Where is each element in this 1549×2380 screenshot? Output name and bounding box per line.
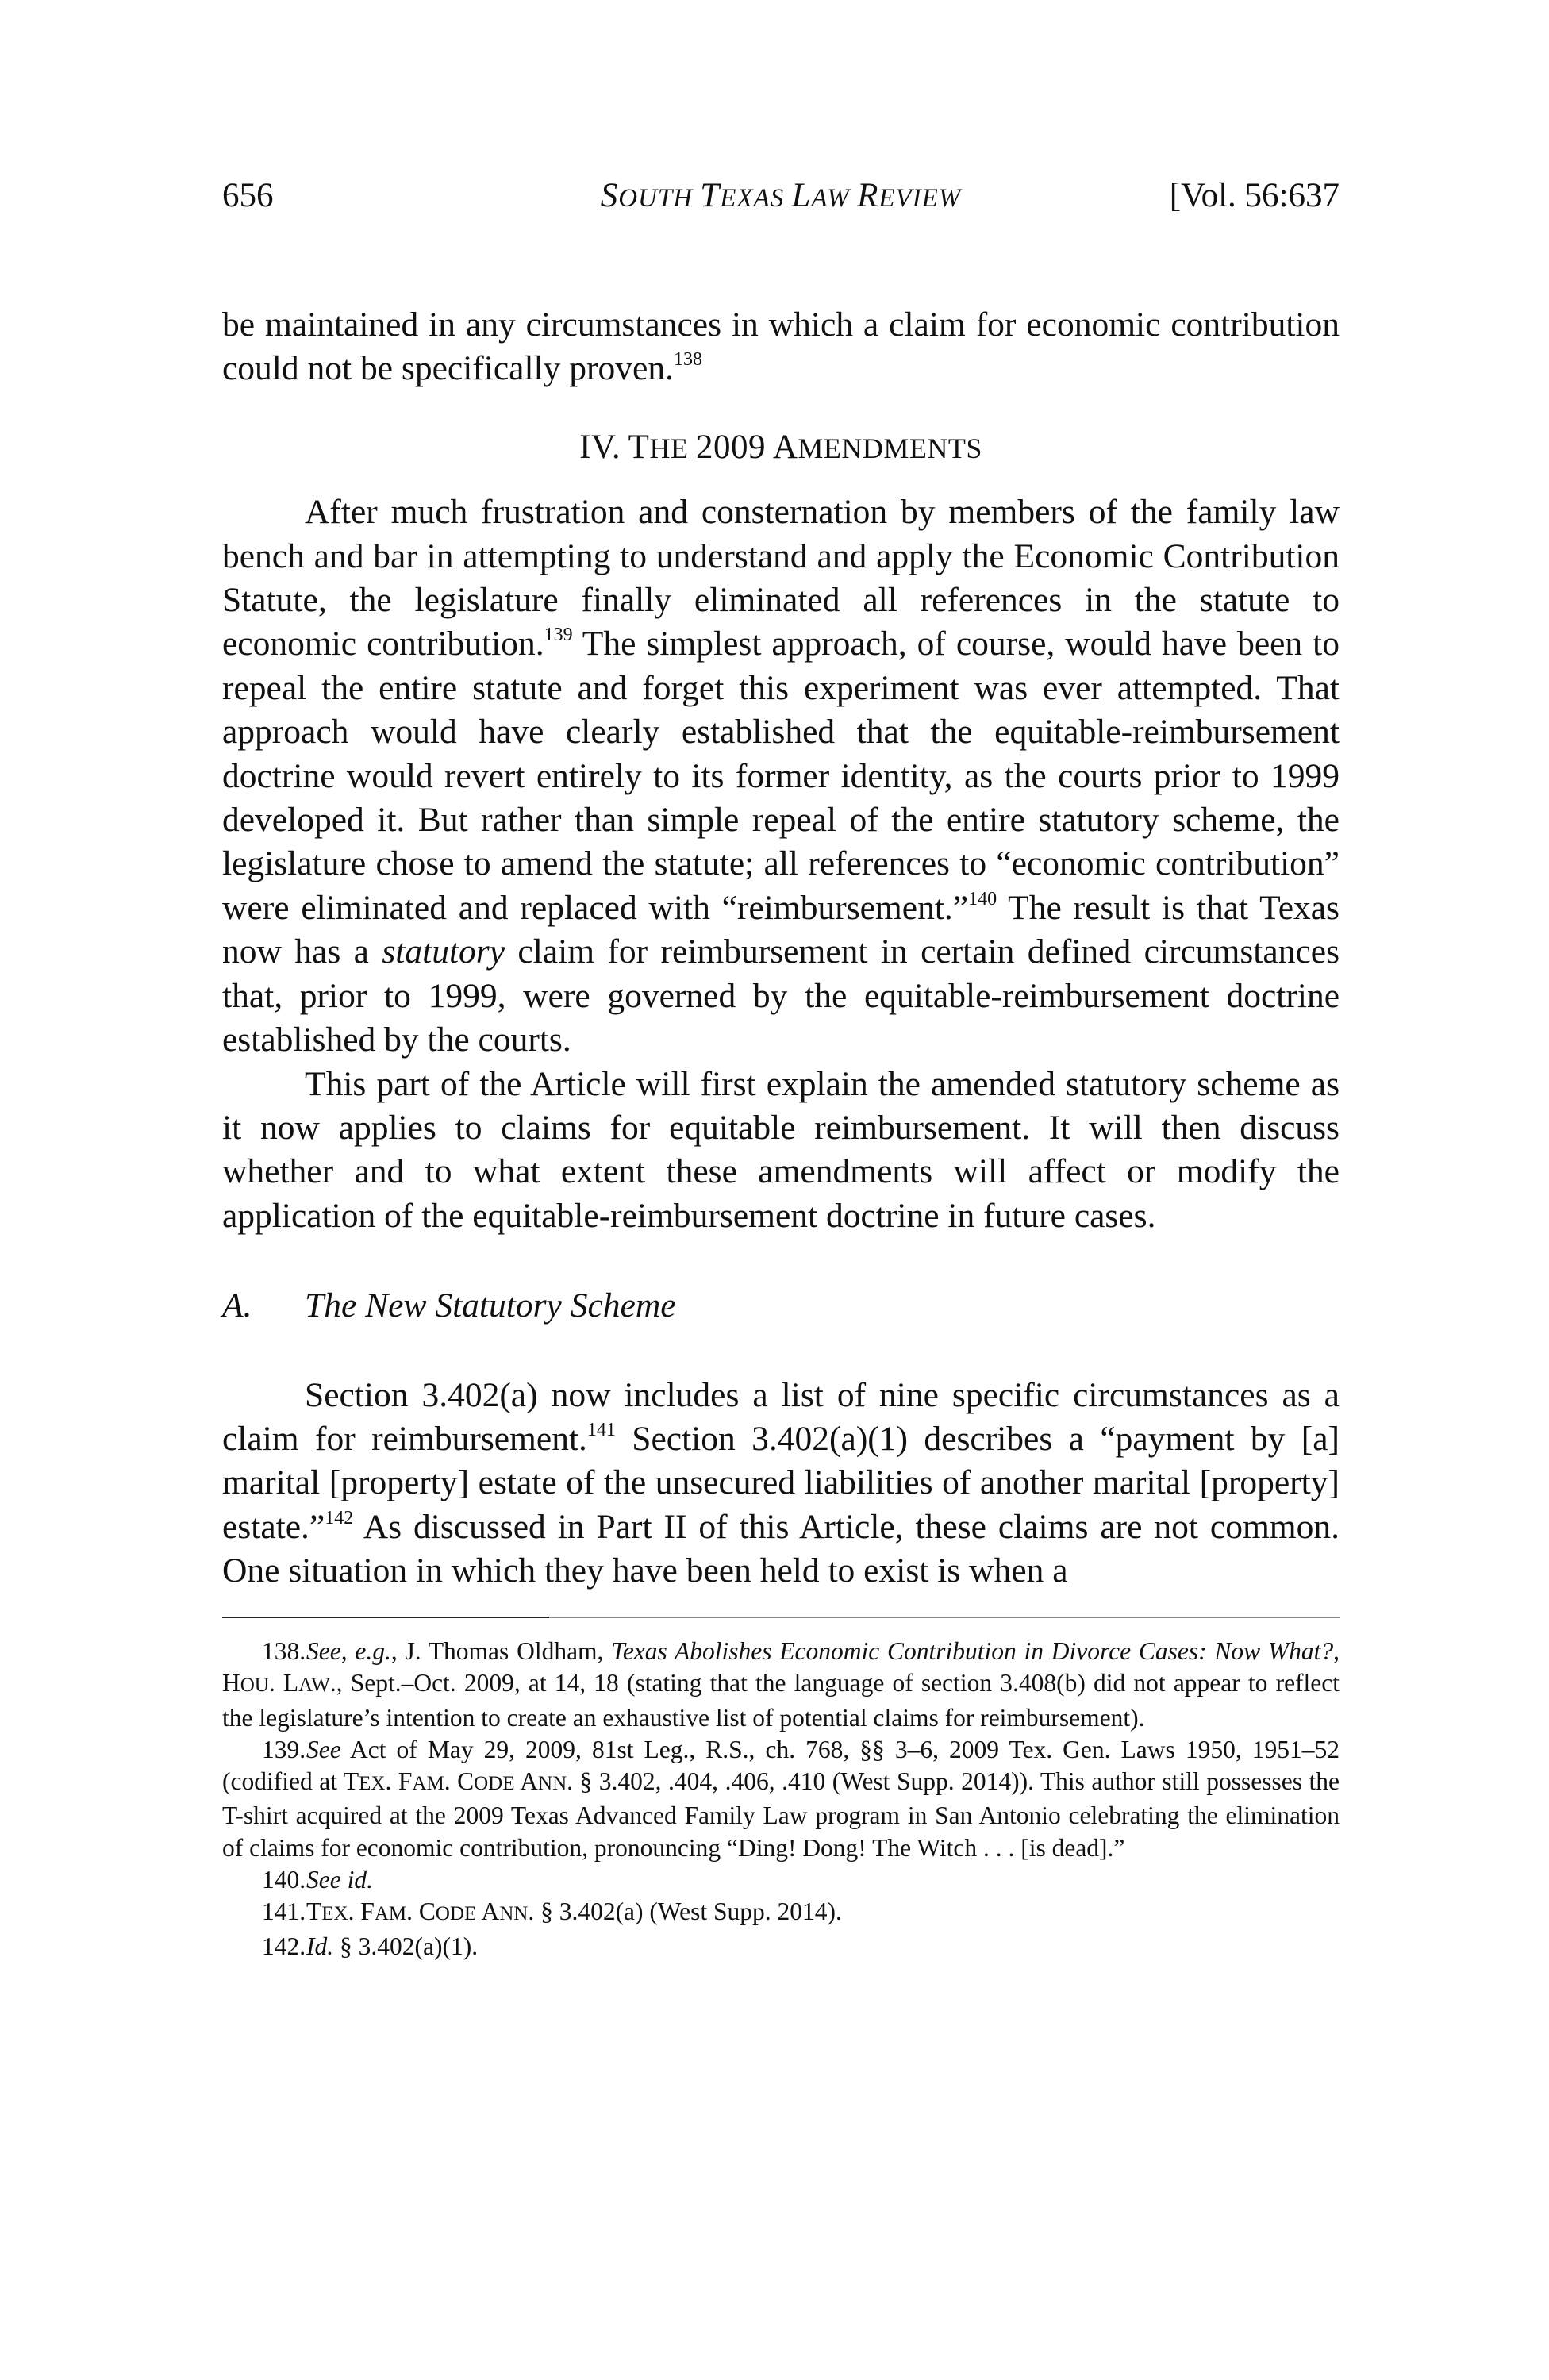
journal-title: SOUTH TEXAS LAW REVIEW <box>600 177 962 214</box>
footnotes <box>222 1636 1340 1963</box>
footnote-ref-142[interactable]: 142 <box>325 1507 354 1528</box>
paragraph-amendments: After much frustration and consternation by members of the family law bench and bar in attempting to understand and apply the Economic Contribution Statute, the legislature finally eliminated all references in the statute to economic contribution.$^{139}$ The simplest approach, of course, would have been to repeal the entire statute and forget this experiment was ever attempted. That approach would have clearly established that the equitable-reimbursement doctrine would revert entirely to its former identity, as the courts prior to 1999 developed it. But rather than simple repeal of the entire statutory scheme, the legislature chose to amend the statute; all references to “economic contribution” were eliminated and replaced with “reimbursement.”$^{140}$ The result is that Texas now has a statutory claim for reimbursement in certain defined circumstances that, prior to 1999, were governed by the equitable-reimbursement doctrine established by the courts. <box>222 493 1340 1059</box>
footnote-138: 138.See, e.g., J. Thomas Oldham, Texas Abolishes Economic Contribution in Divorce Cases: Now What?, HOU. LAW., Sept.–Oct. 2009, at 14, 18 (stating that the language of section 3.408(b) did not appear to reflect the legislature’s intention to create an exhaustive list of potential claims for reimbursement). <box>222 1637 1340 1732</box>
footnote-ref-141[interactable]: 141 <box>586 1419 616 1440</box>
footnote-divider <box>222 1617 549 1618</box>
subsection-heading: A. The New Statutory Scheme <box>222 1286 676 1325</box>
page-number: 656 <box>222 177 274 214</box>
footnote-ref-138[interactable]: 138 <box>673 349 702 371</box>
footnote-140: 140.See id. <box>262 1866 373 1894</box>
running-header <box>222 176 1340 221</box>
footnote-139: 139.See Act of May 29, 2009, 81st Leg., R.S., ch. 768, §§ 3–6, 2009 Tex. Gen. Laws 1950, 1951–52 (codified at TEX. FAM. CODE ANN. § 3.402, .404, .406, .410 (West Supp. 2014)). This author still possesses the T-shirt acquired at the 2009 Texas Advanced Family Law program in San Antonio celebrating the elimination of claims for economic contribution, pronouncing “Ding! Dong! The Witch . . . [is dead].” <box>222 1735 1340 1862</box>
section-heading: IV. THE 2009 AMENDMENTS <box>579 428 982 466</box>
footnote-ref-140[interactable]: 140 <box>968 888 997 909</box>
volume-citation: [Vol. 56:637 <box>1169 177 1340 214</box>
footnote-divider-extension <box>549 1617 1340 1618</box>
footnote-ref-139[interactable]: 139 <box>544 625 573 646</box>
paragraph-overview: This part of the Article will first explain the amended statutory scheme as it now applies to claims for equitable reimbursement. It will then discuss whether and to what extent these amendments will affect or modify the application of the equitable-reimbursement doctrine in future cases. <box>222 1064 1340 1235</box>
paragraph-continued: be maintained in any circumstances in which a claim for economic contribution could not be specifically proven.$^{138}$ <box>222 306 1340 388</box>
footnote-142: 142.Id. § 3.402(a)(1). <box>262 1932 479 1960</box>
paragraph-statutory-scheme: Section 3.402(a) now includes a list of nine specific circumstances as a claim for reimbursement.$^{141}$ Section 3.402(a)(1) describes a “payment by [a] marital [property] estate of the unsecured liabilities of another marital [property] estate.”$^{142}$ As discussed in Part II of this Article, these claims are not common. One situation in which they have been held to exist is when a <box>222 1375 1340 1590</box>
body-text <box>222 303 1340 1594</box>
footnote-141: 141.TEX. FAM. CODE ANN. § 3.402(a) (West Supp. 2014). <box>262 1897 842 1926</box>
